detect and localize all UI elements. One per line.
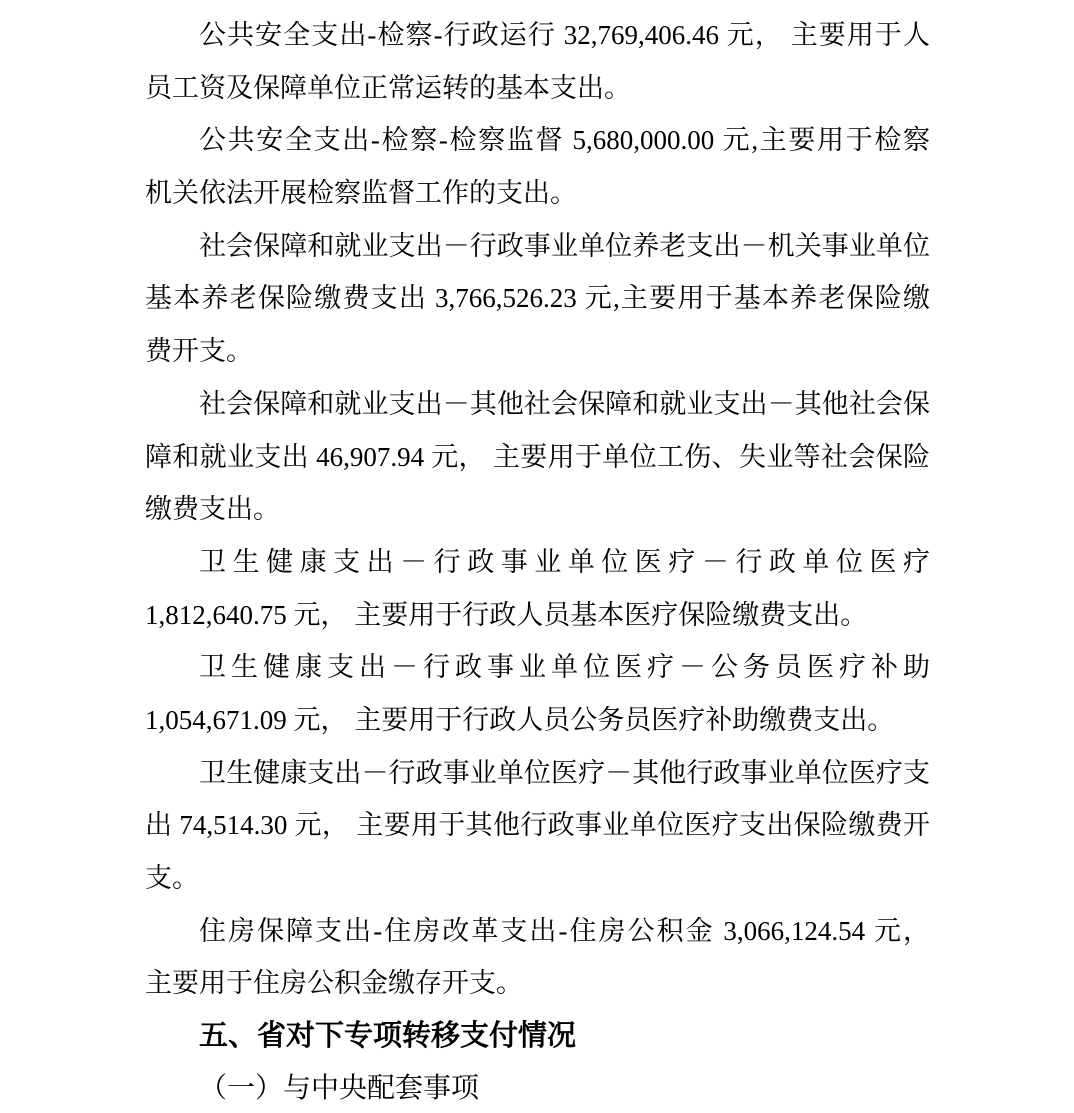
paragraph-7-line-3: 支。: [145, 863, 199, 893]
paragraph-3-line-3: 费开支。: [145, 336, 253, 367]
paragraph-4-line-1: 社会保障和就业支出－其他社会保障和就业支出－其他社会保: [199, 388, 930, 419]
subsection-heading-5-1: （一）与中央配套事项: [199, 1072, 480, 1104]
paragraph-3-line-2: 基本养老保险缴费支出 3,766,526.23 元,主要用于基本养老保险缴: [145, 283, 930, 314]
paragraph-5-line-1: 卫生健康支出－行政事业单位医疗－行政单位医疗: [199, 546, 930, 577]
paragraph-7-line-2: 出 74,514.30 元， 主要用于其他行政事业单位医疗支出保险缴费开: [145, 810, 930, 841]
paragraph-3-line-1: 社会保障和就业支出－行政事业单位养老支出－机关事业单位: [199, 230, 930, 261]
paragraph-2-line-1: 公共安全支出-检察-检察监督 5,680,000.00 元,主要用于检察: [199, 125, 930, 156]
paragraph-6-line-1: 卫生健康支出－行政事业单位医疗－公务员医疗补助: [199, 652, 930, 683]
section-heading-5: 五、省对下专项转移支付情况: [199, 1020, 577, 1053]
paragraph-4-line-3: 缴费支出。: [145, 494, 280, 525]
paragraph-6-line-2: 1,054,671.09 元， 主要用于行政人员公务员医疗补助缴费支出。: [145, 704, 895, 735]
paragraph-5-line-2: 1,812,640.75 元， 主要用于行政人员基本医疗保险缴费支出。: [145, 599, 868, 630]
paragraph-8-line-2: 主要用于住房公积金缴存开支。: [145, 968, 523, 999]
paragraph-1-line-1: 公共安全支出-检察-行政运行 32,769,406.46 元， 主要用于人: [199, 20, 930, 50]
paragraph-8-line-1: 住房保障支出-住房改革支出-住房公积金 3,066,124.54 元，: [199, 915, 930, 946]
paragraph-7-line-1: 卫生健康支出－行政事业单位医疗－其他行政事业单位医疗支: [199, 757, 930, 788]
paragraph-1-line-2: 员工资及保障单位正常运转的基本支出。: [145, 72, 631, 103]
paragraph-4-line-2: 障和就业支出 46,907.94 元， 主要用于单位工伤、失业等社会保险: [145, 441, 930, 472]
paragraph-2-line-2: 机关依法开展检察监督工作的支出。: [145, 178, 577, 209]
